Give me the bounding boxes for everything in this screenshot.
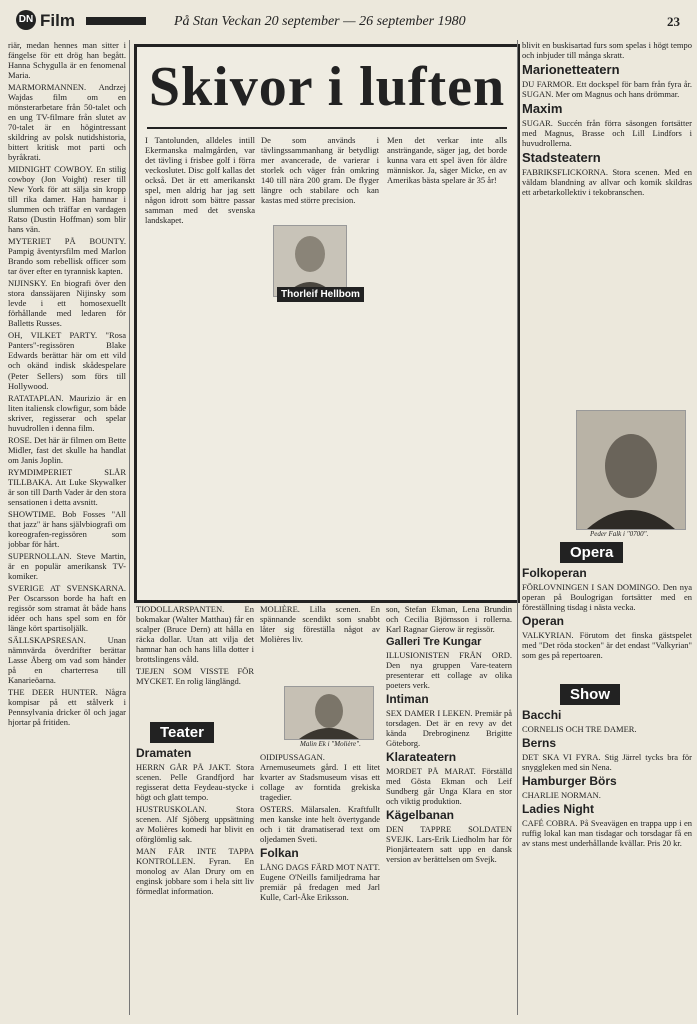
page-number: 23 [667,14,680,29]
right-text: DU FARMOR. Ett dockspel för barn från fyra år. SUGAN. Mer om Magnus och hans drömmar. [522,79,692,100]
left-item: SVERIGE AT SVENSKARNA. Per Oscarsson borde ha haft en regissör som stramat åt både hans idéer och hans spel som en för länge kört spartisoljälk. [8,582,126,633]
lower-item: OIDIPUSSAGAN. Arnemuseumets gård. I ett litet kvarter av Stadsmuseum visas ett collage av forntida grekiska tragedier. [260,752,380,803]
left-item: MYTERIET PÅ BOUNTY. Pampig äventyrsfilm med Marlon Brando som rebellisk officer som tar över efter en tyrannisk kapten. [8,236,126,277]
galleri-heading: Galleri Tre Kungar [386,636,482,649]
title-rule [147,127,507,129]
show-item-heading: Ladies Night [522,802,595,817]
intiman-text: SEX DAMER I LEKEN. Premiär på torsdagen. Det är en revy av det kända Drebroginenz Brigitte Göteborg. [386,708,512,749]
klara-heading: Klarateatern [386,750,457,765]
folkoperan-heading: Folkoperan [522,566,587,580]
header-bar [86,17,146,25]
dramaten-item: MAN FÅR INTE TAPPA KONTROLLEN. Fyran. En monolog av Alan Drury om en enginsk jobbare som i hela sitt liv förmedlat information. [136,846,254,897]
section-title: Film [40,11,75,30]
left-item: riär, medan hennes man sitter i fängelse för ett drög han begått. Hanna Schygulla är en fenomenal Maria. [8,40,126,81]
opera-column [522,566,692,676]
photo-drawing [285,687,373,739]
left-item: SUPERNOLLAN. Steve Martin, är en populär amerikansk TV-komiker. [8,550,126,581]
dramaten-item: HERRN GÅR PÅ JAKT. Stora scenen. Pelle Grandfjord har regisserat detta Feydeau-stycke i högt och glatt tempo. [136,762,254,803]
show-item-text: DET SKA VI FYRA. Stig Järrel tycks bra för snyggleken med sin Nena. [522,752,692,773]
lower-item: OSTERS. Mälarsalen. Kraftfullt men kanske inte helt övertygande och i tät dramatiserad text om oljedamen Sveti. [260,804,380,845]
left-item: THE DEER HUNTER. Några kompisar på ett stålverk i Pennsylvania dricker öl och jagar hjortar på fritiden. [8,686,126,728]
lower-col-2b [260,752,380,1014]
opera-heading: Opera [560,542,623,563]
lower-col-2 [260,604,380,684]
show-item-text: CHARLIE NORMAN. [522,790,601,801]
right-column [522,40,692,390]
show-item-text: CORNELIS OCH TRE DAMER. [522,724,637,734]
lower-item: son, Stefan Ekman, Lena Brundin och Cecilia Björnsson i rollerna. Karl Ragnar Gierow är regissör. [386,604,512,635]
article-column: De som används i tävlingssammanhang är betydligt mer avancerade, de varierar i storlek och väger från omkring 140 till nära 200 gram. De flyger längre och stabilare och kan kastas med större precision. [261,135,379,206]
page-header [6,8,692,34]
photo-caption: Malin Ek i "Molière". [300,740,361,748]
right-text: FABRIKSFLICKORNA. Stora scenen. Med en väldam blandning av allvar och komik skildras ett arbetarkollektiv i tekobranschen. [522,167,692,198]
dramaten-item: HUSTRUSKOLAN. Stora scenen. Alf Sjöberg uppsättning av Molières komedi har blivit en oförglömlig sak. [136,804,254,845]
intiman-heading: Intiman [386,692,429,707]
folkoperan-text: FÖRLOVNINGEN I SAN DOMINGO. Den nya operan på Boulogrigan fortsätter med en föreställning tisdag i nästa vecka. [522,582,692,613]
dramaten-heading: Dramaten [136,746,192,760]
lower-col-1 [136,604,254,730]
right-heading: Stadsteatern [522,150,601,166]
left-item: NIJINSKY. En biografi över den stora danssäjaren Nijinsky som levde i ett homosexuellt förhållande med ledaren för Balletts Russes. [8,278,126,329]
molière-photo [284,686,374,740]
byline-caption: Thorleif Hellbom [277,287,364,302]
lower-item: MOLIÈRE. Lilla scenen. En spännande scendikt som snabbt låter sig föreställa något av Molières liv. [260,604,380,645]
right-heading: Maxim [522,101,563,117]
klara-text: MORDET PÅ MARAT. Förställd med Gösta Ekman och Leif Sundberg går Unga Klara en stor och viktig produktion. [386,766,512,807]
left-item: OH, VILKET PARTY. "Rosa Panters"-regissören Blake Edwards berättar här om ett vild och okänd indisk skådespelare (Peter Sellers) som förs till Hollywood. [8,330,126,391]
show-item-heading: Bacchi [522,708,562,722]
left-item: SÄLLSKAPSRESAN. Unan nämnvärda överdrifter berättar Lasse Åberg om vad som händer på en charterresa till Kanarieöarna. [8,634,126,685]
kagel-heading: Kägelbanan [386,808,455,823]
lower-col-1b [136,746,254,1011]
peder-falk-photo [576,410,686,530]
galleri-text: ILLUSIONISTEN FRÅN ORD. Den nya gruppen Vare-teatern presenterar ett collage av olika poeters verk. [386,650,512,691]
column-divider [129,40,130,1015]
show-column [522,708,692,1013]
operan-heading: Operan [522,614,565,629]
show-heading: Show [560,684,620,705]
lower-col-3 [386,604,512,1014]
left-item: MARMORMANNEN. Andrzej Wajdas film om en mönsterarbetare från 50-talet och en ung TV-filmare från slutet av 70-talet är en högintressant skildring av polsk nutidshistoria, bittert kritisk mot parti och byråkrati. [8,82,126,163]
show-item-text: CAFÉ COBRA. På Sveavägen en trappa upp i en ruffig lokal kan man tisdagar och torsdagar få en av stans mest underhållande kvällar. Pris 20 kr. [522,818,692,849]
operan-text: VALKYRIAN. Förutom det finska gästspelet med "Det röda stocken" är det endast "Valkyrian" som ges på repertoaren. [522,630,692,661]
photo-caption: Peder Falk i "0700". [590,530,649,538]
left-item: SHOWTIME. Bob Fosses "All that jazz" är hans självbiografi om koreografen-regissören som jobbar för hårt. [8,508,126,549]
left-item: RATATAPLAN. Maurizio är en liten italiensk clowfigur, som både skriver, regisserar och spelar huvudrollen i denna film. [8,392,126,433]
lower-item: TJEJEN SOM VISSTE FÖR MYCKET. En rolig länglängd. [136,666,254,687]
lower-item: TIODOLLARSPANTEN. En bokmakar (Walter Matthau) får en scalper (Bruce Dern) att hålla en räcka dollar. Utan att vilja det hamnar han och hans lilla dotter i brottslingens våld. [136,604,254,665]
teater-heading: Teater [150,722,214,743]
dn-logo: DN [16,10,36,30]
show-item-heading: Hamburger Börs [522,774,617,789]
portrait-drawing [274,226,346,296]
photo-drawing [577,411,685,529]
kagel-text: DEN TAPPRE SOLDATEN SVEJK. Lars-Erik Liedholm har för Pionjärteatern satt upp en dansk version av berättelsen om Svejk. [386,824,512,865]
article-column: I Tantolunden, alldeles intill Ekermanska malmgården, var det tävling i frisbee golf i förra veckoslutet. Disc golf kallas det också. Det är ett amerikanskt spel, men aldrig har jag sett någon idrott som bättre passar samman med det svenska landskapet. [145,135,255,226]
article-box [134,44,520,603]
right-intro: blivit en buskisartad furs som spelas i högt tempo och inbjuder till många skratt. [522,40,692,61]
show-item-heading: Berns [522,736,557,751]
right-text: SUGAR. Succén från förra säsongen fortsätter med Magnus, Brasse och Lill Lindfors i huvudrollerna. [522,118,692,149]
folkan-heading: Folkan [260,846,299,861]
article-title: Skivor i luften [148,56,506,118]
folkan-text: LÅNG DAGS FÄRD MOT NATT. Eugene O'Neills familjedrama har premiär på fredagen med Jarl Kulle, Carl-Åke Eriksson. [260,862,380,903]
article-column: Men det verkar inte alls ansträngande, säger jag, det borde kunna vara ett spel även för äldre människor. Ja, säger Micke, en av Amerikas bästa spelare är 35 år! [387,135,507,186]
dateline: På Stan Veckan 20 september — 26 september 1980 [174,14,466,29]
right-heading: Marionetteatern [522,62,620,78]
left-item: MIDNIGHT COWBOY. En stilig cowboy (Jon Voight) reser till New York för att sälja sin kropp till rika damer. Han hamnar i slummen och träffar en vardagen Ratso (Dustin Hoffman) som blir hans vän. [8,164,126,235]
left-item: RYMDIMPERIET SLÅR TILLBAKA. Att Luke Skywalker är son till Darth Vader är den stora sensationen i detta avsnitt. [8,466,126,507]
left-column [8,40,126,1010]
column-divider [517,40,518,1015]
left-item: ROSE. Det här är filmen om Bette Midler, fast det skulle ha handlat om Janis Joplin. [8,434,126,465]
